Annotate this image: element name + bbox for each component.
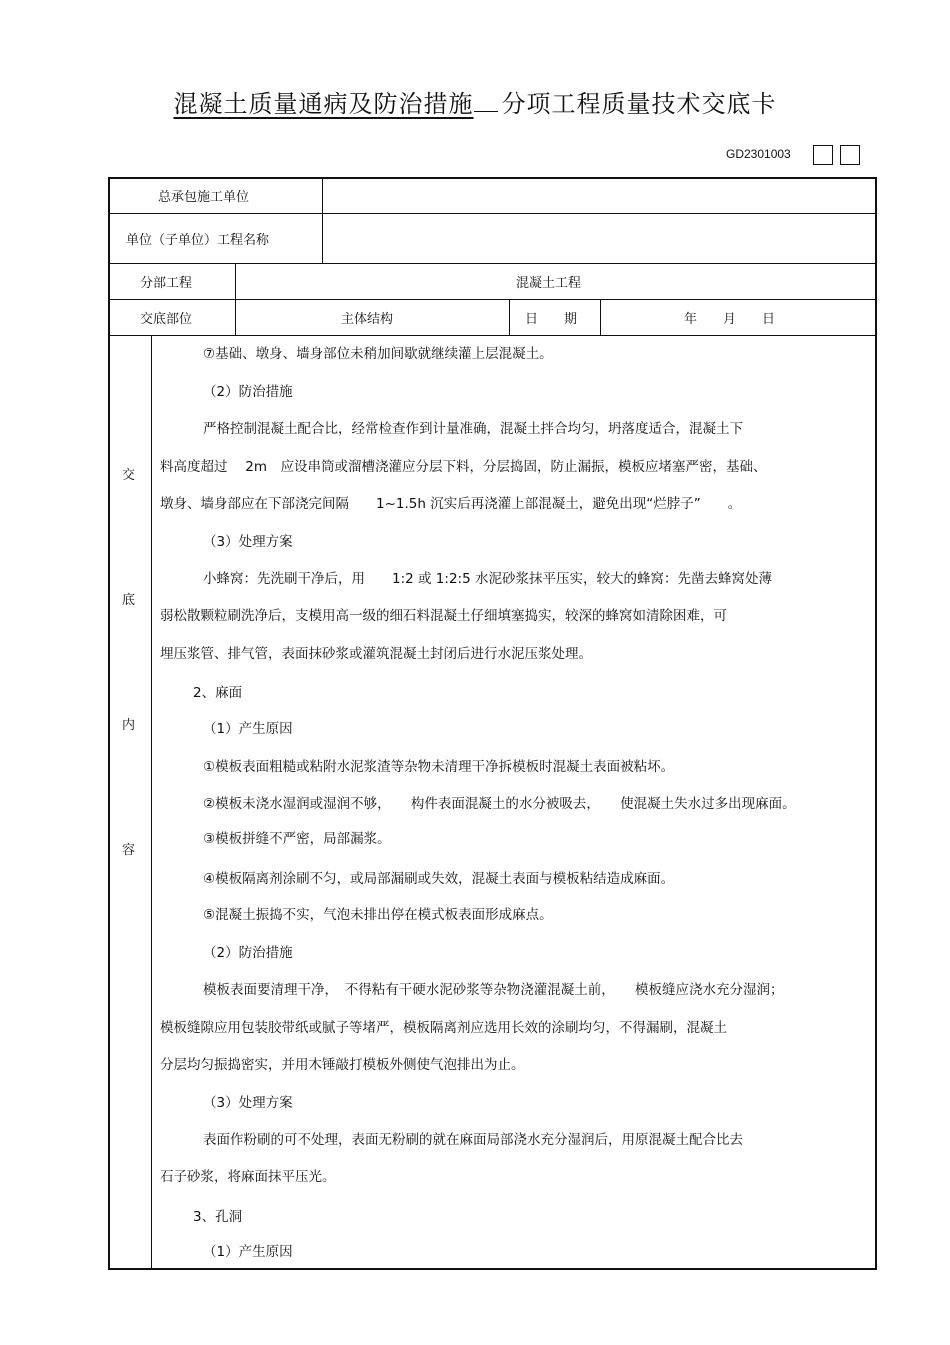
location-value: 主体结构: [341, 312, 394, 327]
content-line: 2、麻面: [193, 685, 243, 701]
content-line: ⑤混凝土振捣不实，气泡未排出停在模式板表面形成麻点。: [203, 907, 553, 923]
division-label: 分部工程: [140, 276, 193, 291]
title-part2: 分项工程质量技术交底卡: [501, 90, 777, 118]
content-line: ①模板表面粗糙或粘附水泥浆渣等杂物未清理干净拆模板时混凝土表面被粘坏。: [203, 759, 675, 775]
content-line: （1）产生原因: [203, 721, 293, 737]
location-label: 交底部位: [140, 312, 193, 327]
content-line: （1）产生原因: [203, 1244, 293, 1260]
content-line: （2）防治措施: [203, 945, 293, 961]
side-label-char: 容: [122, 843, 136, 858]
content-line: 石子砂浆，将麻面抹平压光。: [160, 1169, 336, 1185]
content-line: 模板缝隙应用包装胶带纸或腻子等堵严，模板隔离剂应选用长效的涂刷均匀，不得漏刷，混凝土: [160, 1020, 727, 1036]
col-divider: [600, 299, 601, 335]
content-line: （2）防治措施: [203, 384, 293, 400]
content-line: 3、孔洞: [193, 1209, 243, 1225]
content-line: ④模板隔离剂涂刷不匀，或局部漏刷或失效，混凝土表面与模板粘结造成麻面。: [203, 871, 675, 887]
title-blank: [474, 110, 498, 112]
content-line: ⑦基础、墩身、墙身部位未稍加间歇就继续灌上层混凝土。: [203, 346, 553, 362]
row-divider: [109, 335, 876, 336]
content-line: 小蜂窝：先洗刷干净后，用 1:2 或 1:2:5 水泥砂浆抹平压实，较大的蜂窝：先凿去蜂窝处薄: [203, 571, 772, 587]
project-name-label: 单位（子单位）工程名称: [126, 233, 270, 248]
division-value: 混凝土工程: [516, 276, 582, 291]
row-divider: [109, 263, 876, 264]
content-line: 料高度超过 2m 应设串筒或溜槽浇灌应分层下料，分层捣固，防止漏振，模板应堵塞严密，基础、: [160, 459, 767, 475]
row-divider: [109, 213, 876, 214]
content-line: 埋压浆管、排气管，表面抹砂浆或灌筑混凝土封闭后进行水泥压浆处理。: [160, 646, 592, 662]
document-code: GD2301003: [726, 147, 791, 161]
content-line: ③模板拼缝不严密，局部漏浆。: [203, 831, 391, 847]
code-checkbox-1[interactable]: [813, 145, 833, 165]
date-label: 日 期: [525, 312, 578, 327]
title-part1: 混凝土质量通病及防治措施: [173, 90, 474, 118]
date-field[interactable]: 年 月 日: [684, 312, 776, 327]
content-line: 分层均匀振捣密实，并用木锤敲打模板外侧使气泡排出为止。: [160, 1057, 525, 1073]
side-label-char: 底: [122, 593, 136, 608]
contractor-label: 总承包施工单位: [158, 190, 250, 205]
content-line: （3）处理方案: [203, 1095, 293, 1111]
content-line: 墩身、墙身部应在下部浇完间隔 1~1.5h 沉实后再浇灌上部混凝土，避免出现“烂脖子” 。: [160, 496, 742, 512]
side-label-char: 交: [122, 468, 136, 483]
code-checkbox-2[interactable]: [840, 145, 860, 165]
row-divider: [109, 299, 876, 300]
page-title: [0, 84, 950, 119]
content-line: ②模板未浇水湿润或湿润不够， 构件表面混凝土的水分被吸去， 使混凝土失水过多出现麻面。: [203, 796, 796, 812]
col-divider: [509, 299, 510, 335]
content-line: 表面作粉刷的可不处理，表面无粉刷的就在麻面局部浇水充分湿润后，用原混凝土配合比去: [203, 1132, 743, 1148]
content-line: （3）处理方案: [203, 534, 293, 550]
col-divider: [151, 335, 152, 1269]
col-divider: [235, 263, 236, 335]
side-label-char: 内: [122, 718, 136, 733]
col-divider: [322, 178, 323, 263]
content-line: 弱松散颗粒刷洗净后，支模用高一级的细石料混凝土仔细填塞捣实，较深的蜂窝如清除困难，可: [160, 608, 727, 624]
content-line: 严格控制混凝土配合比，经常检查作到计量准确，混凝土拌合均匀，坍落度适合，混凝土下: [203, 421, 743, 437]
content-line: 模板表面要清理干净， 不得粘有干硬水泥砂浆等杂物浇灌混凝土前， 模板缝应浇水充分湿润；: [203, 982, 784, 998]
